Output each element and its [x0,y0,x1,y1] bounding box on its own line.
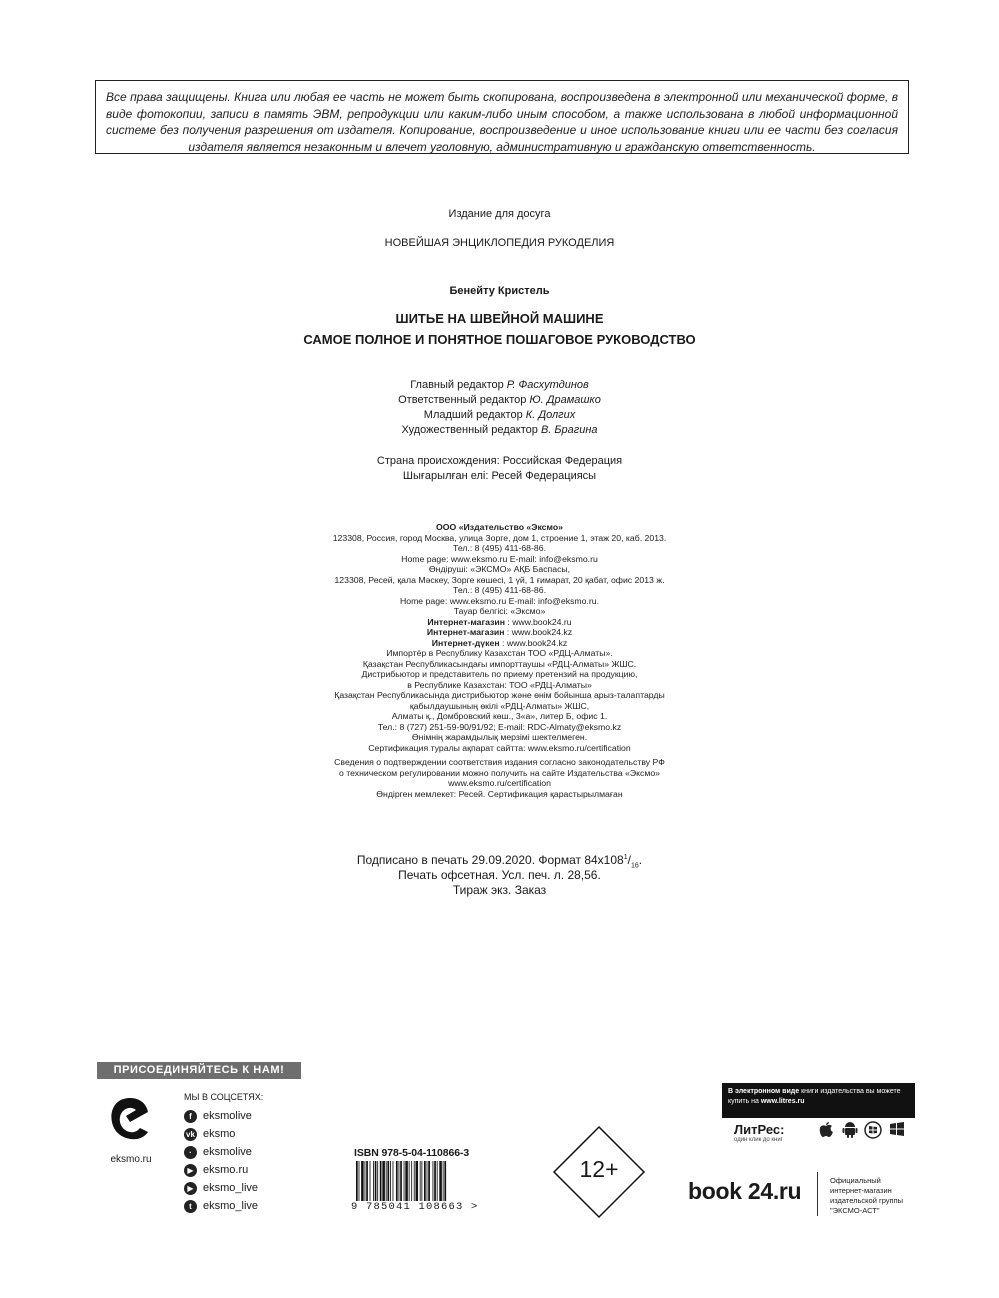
isbn-label: ISBN 978-5-04-110866-3 [354,1147,470,1159]
print-offset: Печать офсетная. Усл. печ. л. 28,56. [398,868,601,882]
author-name: Бенейту Кристель [449,285,550,297]
barcode [354,1161,486,1201]
video-icon: ▶ [184,1182,197,1195]
shop-line: Интернет-магазин : www.book24.kz [426,627,573,637]
kz-line: Алматы қ., Домбровский көш., 3«а», литер Б, офис 1. [391,711,608,721]
publisher-line: Home page: www.eksmo.ru E-mail: info@eksmo.ru [401,553,598,564]
publisher-line: 123308, Ресей, қала Мәскеу, Зорге көшесі, 1 үй, 1 ғимарат, 20 қабат, офис 2013 ж. [334,574,665,585]
print-run: Тираж экз. Заказ [452,883,547,897]
editor-line: Ответственный редактор Ю. Драмашко [398,394,601,406]
series-name: НОВЕЙШАЯ ЭНЦИКЛОПЕДИЯ РУКОДЕЛИЯ [384,237,615,249]
publisher-name: ООО «Издательство «Эксмо» [436,522,563,532]
publisher-block [0,522,999,799]
kz-line: Сертификация туралы ақпарат сайтта: www.eksmo.ru/certification [368,742,631,753]
kz-line: Импортёр в Республику Казахстан ТОО «РДЦ-Алматы». [386,648,613,658]
book-title: ШИТЬЕ НА ШВЕЙНОЙ МАШИНЕ [395,311,604,326]
print-signed: Подписано в печать 29.09.2020. Формат $84x108^1/_{16}$. [356,853,643,870]
android-icon[interactable] [841,1121,859,1141]
shop-line: Интернет-магазин : www.book24.ru [427,616,572,627]
social-link-youtube[interactable]: ▶ eksmo.ru [184,1163,248,1179]
kz-line: Дистрибьютор и представитель по приему претензий на продукцию, [361,669,638,679]
kz-line: Тел.: 8 (727) 251-59-90/91/92; E-mail: RDC-Almaty@eksmo.kz [377,721,622,732]
publisher-line: 123308, Россия, город Москва, улица Зорге, дом 1, строение 1, этаж 20, каб. 2013. [332,532,667,543]
publisher-line: Тел.: 8 (495) 411-68-86. [453,543,546,553]
cert-line: Өндірген мемлекет: Ресей. Сертификация қарастырылмаған [376,788,623,799]
social-title: МЫ В СОЦСЕТЯХ: [184,1092,264,1102]
social-link-twitter[interactable]: t eksmo_live [184,1199,258,1215]
join-banner: ПРИСОЕДИНЯЙТЕСЬ К НАМ! [97,1062,301,1079]
cert-line: о техническом регулировании можно получить на сайте Издательства «Эксмо» [338,767,661,778]
origin-ru: Страна происхождения: Российская Федерация [376,455,623,467]
origin-kz: Шығарылған елі: Ресей Федерациясы [402,470,597,482]
twitter-icon: t [184,1200,197,1213]
kz-line: қабылдаушының өкілі «РДЦ-Алматы» ЖШС, [409,700,590,711]
litres-slogan: один клик до книг [734,1137,783,1143]
shop-line: Интернет-дүкен : www.book24.kz [431,637,568,648]
publisher-line: Өндіруші: «ЭКСМО» АҚБ Баспасы, [428,564,571,574]
eksmo-domain[interactable]: eksmo.ru [110,1154,152,1165]
kz-line: в Республике Казахстан: ТОО «РДЦ-Алматы» [407,679,592,690]
social-link-video[interactable]: ▶ eksmo_live [184,1181,258,1197]
livejournal-icon: · [184,1146,197,1159]
kz-line: Қазақстан Республикасындағы импорттаушы «РДЦ-Алматы» ЖШС. [362,658,637,669]
windows-icon[interactable] [888,1121,906,1141]
age-rating-label: 12+ [579,1156,619,1182]
vk-icon: vk [184,1128,197,1141]
litres-promo[interactable]: В электронном виде книги издательства вы можете купить на www.litres.ru [722,1083,915,1118]
social-link-vk[interactable]: vk eksmo [184,1127,235,1143]
facebook-icon: f [184,1110,197,1123]
kz-line: Өнімнің жарамдылық мерзімі шектелмеген. [411,732,588,742]
copyright-notice: Все права защищены. Книга или любая ее часть не может быть скопирована, воспроизведена в электронной или механической форме, в виде фотокопии, записи в память ЭВМ, репродукции или каким-либо иным способом, а также использована в любой информационной системе без получения разрешения от издателя. Копирование, воспроизведение и иное использование книги или ее части без согласия издателя является незаконным и влечет уголовную, административную и гражданскую ответственность. [95,80,909,154]
cert-line: www.eksmo.ru/certification [448,778,551,788]
edition-type: Издание для досуга [448,208,551,220]
litres-logo[interactable]: ЛитРес: [734,1122,785,1137]
editor-line: Художественный редактор В. Брагина [401,424,598,436]
book24-caption: Официальный интернет-магазин издательской группы "ЭКСМО-АСТ" [830,1176,904,1215]
barcode-digits: 9 785041 108663 > [351,1201,479,1213]
youtube-icon: ▶ [184,1164,197,1177]
social-link-facebook[interactable]: f eksmolive [184,1109,252,1125]
windows-xp-icon[interactable] [864,1121,882,1141]
divider [817,1172,818,1216]
editor-line: Младший редактор К. Долгих [423,409,576,421]
publisher-line: Home page: www.eksmo.ru E-mail: info@eksmo.ru. [399,595,600,606]
social-link-livejournal[interactable]: · eksmolive [184,1145,252,1161]
editor-line: Главный редактор Р. Фасхутдинов [410,379,589,391]
kz-line: Қазақстан Республикасында дистрибьютор және өнім бойынша арыз-талаптарды [334,690,665,700]
book24-logo[interactable]: book 24.ru [688,1178,802,1204]
book-subtitle: САМОЕ ПОЛНОЕ И ПОНЯТНОЕ ПОШАГОВОЕ РУКОВОДСТВО [303,332,696,347]
cert-line: Сведения о подтверждении соответствия издания согласно законодательству РФ [334,757,665,767]
apple-icon[interactable] [817,1121,835,1141]
publisher-line: Тауар белгісі: «Эксмо» [453,606,546,616]
publisher-line: Тел.: 8 (495) 411-68-86. [453,585,546,595]
